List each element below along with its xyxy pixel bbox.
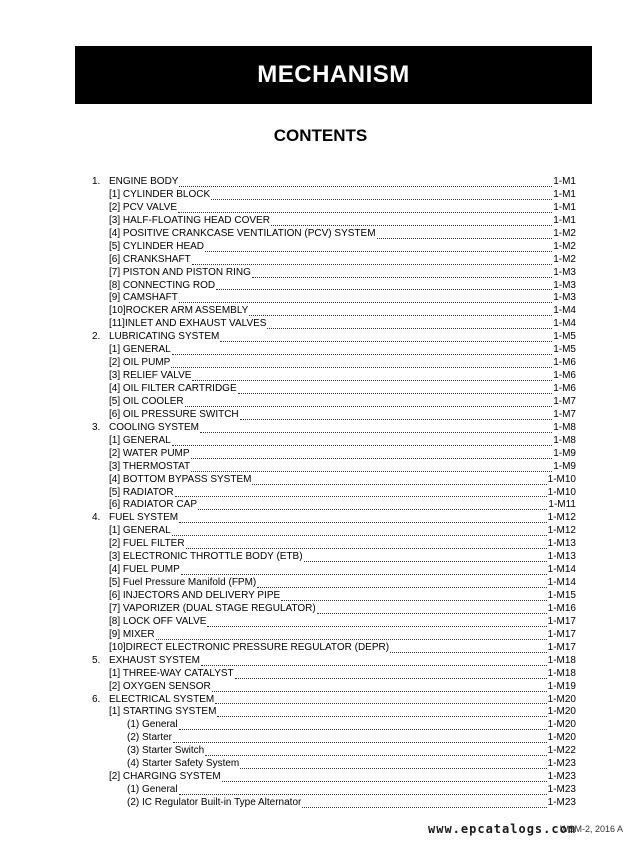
toc-entry-label: ELECTRICAL SYSTEM [109,693,215,705]
toc-row[interactable] [88,422,576,435]
toc-row[interactable] [88,215,576,228]
dot-leader [175,488,547,497]
dot-leader [201,657,547,666]
toc-entry-label: (4) Starter Safety System [127,758,240,770]
toc-page-ref: 1-M3 [553,266,576,278]
toc-entry-label: (1) General [127,719,178,731]
toc-row[interactable] [88,474,576,487]
toc-row[interactable] [88,706,576,719]
dot-leader [198,501,547,510]
toc-entry-label: [6] OIL PRESSURE SWITCH [109,408,239,420]
dot-leader [178,204,552,213]
toc-page-ref: 1-M20 [547,719,576,731]
toc-page-ref: 1-M1 [553,188,576,200]
dot-leader [205,243,552,252]
toc-page-ref: 1-M23 [547,784,576,796]
toc-page-ref: 1-M17 [547,628,576,640]
dot-leader [185,398,553,407]
toc-entry-label: [2] PCV VALVE [109,201,177,213]
toc-entry-label: [2] FUEL FILTER [109,538,185,550]
dot-leader [179,178,552,187]
toc-page-ref: 1-M17 [547,641,576,653]
toc-page-ref: 1-M12 [547,525,576,537]
toc-row[interactable] [88,681,576,694]
toc-entry-label: LUBRICATING SYSTEM [109,331,220,343]
toc-row[interactable] [88,577,576,590]
toc-entry-label: [6] CRANKSHAFT [109,253,191,265]
toc-page-ref: 1-M13 [547,551,576,563]
toc-entry-label: [3] HALF-FLOATING HEAD COVER [109,214,270,226]
toc-page-ref: 1-M6 [553,370,576,382]
toc-page-ref: 1-M20 [547,732,576,744]
toc-row[interactable] [88,564,576,577]
toc-page-ref: 1-M6 [553,383,576,394]
toc-entry-label: (1) General [127,784,178,796]
toc-entry-label: [1] GENERAL [109,344,171,356]
toc-page-ref: 1-M12 [547,512,576,524]
toc-page-ref: 1-M18 [547,654,576,666]
toc-entry-label: [1] GENERAL [109,434,171,446]
toc-page-ref: 1-M1 [553,176,576,187]
toc-entry-label: EXHAUST SYSTEM [109,654,200,666]
dot-leader [302,799,546,808]
toc-page-ref: 1-M3 [553,279,576,291]
toc-entry-label: [1] GENERAL [109,525,171,537]
toc-row[interactable] [88,448,576,461]
toc-entry-label: (2) IC Regulator Built-in Type Alternator [127,797,302,808]
toc-entry-label: [3] RELIEF VALVE [109,370,192,382]
toc-entry-label: [2] OXYGEN SENSOR [109,680,211,692]
toc-page-ref: 1-M13 [547,538,576,550]
toc-row[interactable] [88,694,576,707]
toc-page-ref: 1-M9 [553,460,576,472]
toc-page-ref: 1-M4 [553,305,576,317]
toc-row[interactable] [88,642,576,655]
toc-row[interactable] [88,241,576,254]
dot-leader [271,217,552,226]
dot-leader [179,514,547,523]
dot-leader [304,553,547,562]
dot-leader [317,605,547,614]
toc-row[interactable] [88,745,576,758]
toc-row[interactable] [88,331,576,344]
toc-page-ref: 1-M19 [547,680,576,692]
toc-page-ref: 1-M1 [553,214,576,226]
toc-page-ref: 1-M11 [548,499,576,511]
toc-row[interactable] [88,732,576,745]
toc-entry-label: [5] CYLINDER HEAD [109,240,205,252]
dot-leader [220,333,552,342]
toc-row[interactable] [88,797,576,810]
toc-row[interactable] [88,292,576,305]
dot-leader [257,579,546,588]
toc-page-ref: 1-M7 [553,408,576,420]
toc-entry-label: [4] FUEL PUMP [109,564,180,576]
toc-section-number: 5. [92,654,101,666]
toc-section-number: 2. [92,331,101,343]
toc-section-number: 3. [92,421,101,433]
toc-row[interactable] [88,525,576,538]
dot-leader [179,721,547,730]
toc-entry-label: [2] WATER PUMP [109,447,190,459]
toc-row[interactable] [88,228,576,241]
toc-entry-label: [10]DIRECT ELECTRONIC PRESSURE REGULATOR (DEPR) [109,641,390,653]
toc-page-ref: 1-M23 [547,797,576,808]
toc-row[interactable] [88,784,576,797]
dot-leader [179,786,547,795]
toc-row[interactable] [88,396,576,409]
toc-page-ref: 1-M20 [547,706,576,718]
toc-page-ref: 1-M7 [553,395,576,407]
dot-leader [192,372,552,381]
toc-page-ref: 1-M15 [547,590,576,601]
dot-leader [171,359,552,368]
toc-row[interactable] [88,409,576,422]
section-banner: MECHANISM [75,46,592,104]
toc-page-ref: 1-M2 [553,240,576,252]
dot-leader [200,424,552,433]
toc-entry-label: [9] MIXER [109,628,155,640]
toc-page-ref: 1-M10 [547,486,576,498]
toc-page-ref: 1-M14 [547,564,576,576]
toc-row[interactable] [88,499,576,512]
toc-row[interactable] [88,590,576,603]
toc-entry-label: [2] OIL PUMP [109,357,171,369]
watermark: www.epcatalogs.com [428,822,577,836]
toc-entry-label: COOLING SYSTEM [109,421,200,433]
dot-leader [240,411,553,420]
toc-entry-label: [9] CAMSHAFT [109,292,178,304]
toc-row[interactable] [88,357,576,370]
toc-entry-label: [4] OIL FILTER CARTRIDGE [109,383,237,394]
toc-row[interactable] [88,487,576,500]
table-of-contents [88,176,576,810]
toc-page-ref: 1-M16 [547,602,576,614]
toc-entry-label: [8] CONNECTING ROD [109,279,216,291]
toc-page-ref: 1-M8 [553,434,576,446]
toc-row[interactable] [88,435,576,448]
dot-leader [267,320,552,329]
dot-leader [252,476,546,485]
toc-row[interactable] [88,202,576,215]
dot-leader [281,592,546,601]
toc-entry-label: ENGINE BODY [109,176,179,187]
toc-row[interactable] [88,668,576,681]
toc-row[interactable] [88,370,576,383]
toc-entry-label: [7] PISTON AND PISTON RING [109,266,251,278]
dot-leader [217,708,546,717]
dot-leader [179,294,552,303]
toc-row[interactable] [88,267,576,280]
toc-page-ref: 1-M10 [547,473,576,485]
dot-leader [186,540,547,549]
toc-page-ref: 1-M3 [553,292,576,304]
dot-leader [252,269,552,278]
toc-entry-label: [5] OIL COOLER [109,395,184,407]
toc-entry-label: [7] VAPORIZER (DUAL STAGE REGULATOR) [109,602,316,614]
toc-page-ref: 1-M6 [553,357,576,369]
toc-row[interactable] [88,383,576,396]
toc-page-ref: 1-M8 [553,421,576,433]
dot-leader [173,734,547,743]
dot-leader [390,644,547,653]
toc-section-number: 1. [92,176,101,187]
toc-page-ref: 1-M23 [547,771,576,783]
dot-leader [192,256,553,265]
toc-row[interactable] [88,512,576,525]
toc-row[interactable] [88,616,576,629]
dot-leader [235,670,547,679]
toc-row[interactable] [88,758,576,771]
toc-entry-label: [5] RADIATOR [109,486,174,498]
toc-row[interactable] [88,655,576,668]
dot-leader [191,463,552,472]
toc-row[interactable] [88,719,576,732]
toc-entry-label: [6] INJECTORS AND DELIVERY PIPE [109,590,281,601]
toc-page-ref: 1-M1 [553,201,576,213]
toc-page-ref: 1-M5 [553,331,576,343]
dot-leader [222,773,547,782]
dot-leader [172,437,553,446]
toc-entry-label: [1] THREE-WAY CATALYST [109,667,234,679]
contents-heading: CONTENTS [273,126,368,145]
dot-leader [249,307,552,316]
toc-row[interactable] [88,280,576,293]
toc-row[interactable] [88,344,576,357]
toc-entry-label: FUEL SYSTEM [109,512,179,524]
toc-entry-label: [3] THERMOSTAT [109,460,191,472]
dot-leader [172,527,547,536]
dot-leader [240,760,546,769]
dot-leader [212,683,547,692]
toc-page-ref: 1-M9 [553,447,576,459]
toc-entry-label: (3) Starter Switch [127,745,205,757]
toc-entry-label: [10]ROCKER ARM ASSEMBLY [109,305,249,317]
toc-page-ref: 1-M4 [553,318,576,330]
dot-leader [191,450,553,459]
toc-section-number: 6. [92,693,101,705]
toc-row[interactable] [88,189,576,202]
toc-row[interactable] [88,461,576,474]
toc-row[interactable] [88,176,576,189]
toc-page-ref: 1-M23 [547,758,576,770]
toc-entry-label: [8] LOCK OFF VALVE [109,615,207,627]
dot-leader [207,618,546,627]
dot-leader [181,566,547,575]
toc-entry-label: [3] ELECTRONIC THROTTLE BODY (ETB) [109,551,303,563]
toc-page-ref: 1-M14 [547,577,576,589]
toc-row[interactable] [88,538,576,551]
toc-entry-label: [2] CHARGING SYSTEM [109,771,221,783]
toc-entry-label: [11]INLET AND EXHAUST VALVES [109,318,267,330]
dot-leader [205,747,546,756]
toc-entry-label: [4] POSITIVE CRANKCASE VENTILATION (PCV) SYSTEM [109,227,376,239]
toc-page-ref: 1-M2 [553,253,576,265]
toc-row[interactable] [88,254,576,267]
toc-entry-label: [5] Fuel Pressure Manifold (FPM) [109,577,257,589]
toc-page-ref: 1-M18 [547,667,576,679]
toc-row[interactable] [88,771,576,784]
toc-section-number: 4. [92,512,101,524]
dot-leader [377,230,553,239]
toc-page-ref: 1-M5 [553,344,576,356]
toc-row[interactable] [88,305,576,318]
toc-row[interactable] [88,603,576,616]
toc-entry-label: [1] CYLINDER BLOCK [109,188,211,200]
dot-leader [211,191,552,200]
toc-entry-label: [4] BOTTOM BYPASS SYSTEM [109,473,252,485]
toc-entry-label: [6] RADIATOR CAP [109,499,197,511]
toc-page-ref: 1-M22 [547,745,576,757]
dot-leader [156,631,547,640]
footer-edition: WSM-2, 2016 A [559,824,623,834]
dot-leader [215,695,546,704]
dot-leader [216,281,552,290]
toc-page-ref: 1-M2 [553,227,576,239]
toc-row[interactable] [88,629,576,642]
toc-page-ref: 1-M20 [547,693,576,705]
toc-row[interactable] [88,318,576,331]
toc-page-ref: 1-M17 [547,615,576,627]
toc-entry-label: [1] STARTING SYSTEM [109,706,217,718]
dot-leader [172,346,553,355]
toc-entry-label: (2) Starter [127,732,173,744]
dot-leader [238,385,553,394]
toc-row[interactable] [88,551,576,564]
